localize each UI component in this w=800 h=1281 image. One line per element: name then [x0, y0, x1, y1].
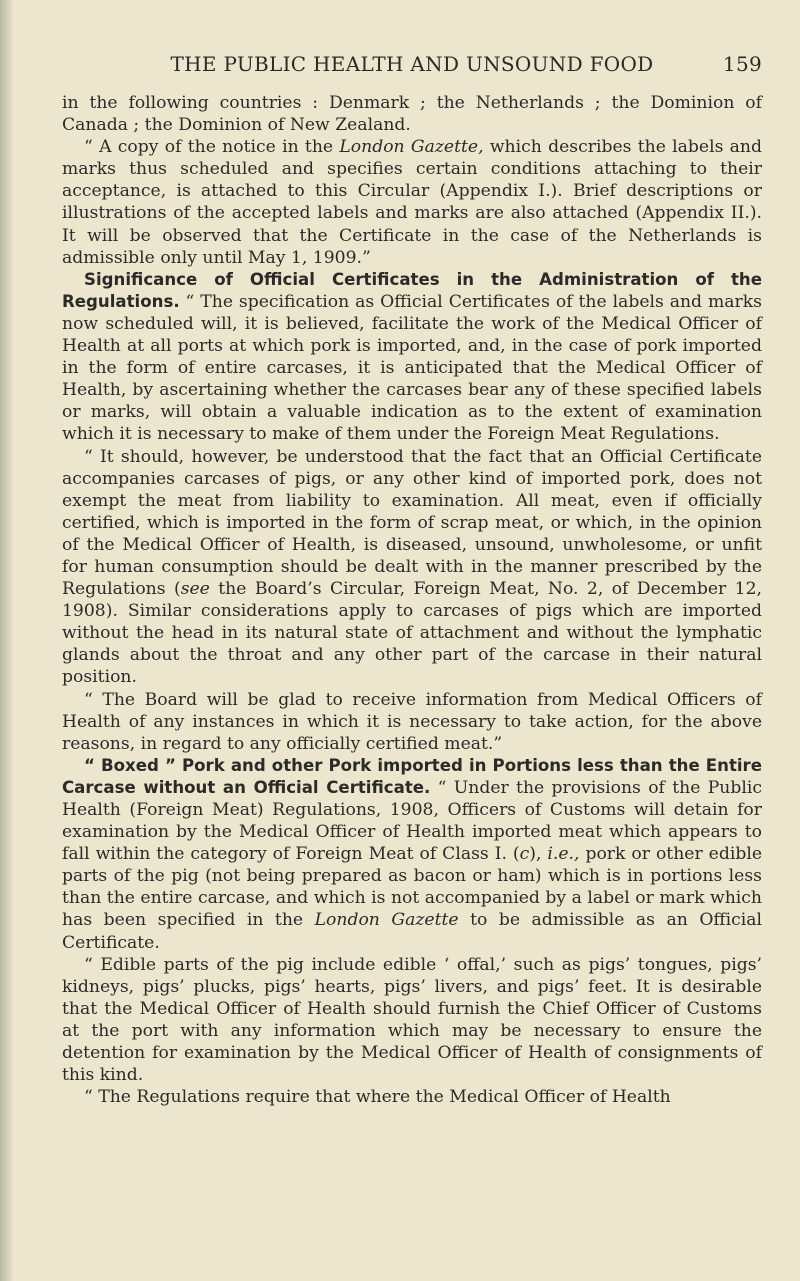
paragraph-8: “ The Regulations require that where the Medical Officer of Health [84, 1087, 671, 1108]
body-text [62, 92, 762, 1108]
paragraph-3: Significance of Official Certificates in the Administration of the Regulations. “ The specification as Official Certificates of the labels and marks now scheduled will, it is believed, facilitate the work of the Medical Officer of Health at all ports at which pork is imported, and, in the case of pork imported in the form of entire carcases, it is anticipated that the Medical Officer of Health, by ascertaining whether the carcases bear any of these specified labels or marks, will obtain a valuable indication as to the extent of examination which it is necessary to make of them under the Foreign Meat Regulations. [62, 269, 762, 445]
italic-title: London Gazette, [339, 137, 484, 158]
running-head [62, 52, 762, 92]
paragraph-2: “ A copy of the notice in the London Gazette, which describes the labels and marks thus scheduled and specifies certain conditions attaching to their acceptance, is attached to this Circular (Appendix I.). Brief descriptions or illustrations of the accepted labels and marks are also attached (Appendix II.). It will be observed that the Certificate in the case of the Netherlands is admissible only until May 1, 1909.” [62, 137, 762, 268]
paragraph-6: “ Boxed ” Pork and other Pork imported in Portions less than the Entire Carcase without an Official Certificate. “ Under the provisions of the Public Health (Foreign Meat) Regulations, 1908, Officers of Customs will detain for examination by the Medical Officer of Health imported meat which appears to fall within the category of Foreign Meat of Class I. (c), i.e., pork or other edible parts of the pig (not being prepared as bacon or ham) which is in portions less than the entire carcase, and which is not accompanied by a label or mark which has been specified in the London Gazette to be admissible as an Official Certificate. [62, 755, 763, 953]
section-heading-2: “ Boxed ” Pork and other Pork imported in Portions less than the Entire Carcase without an Official Certificate. [62, 755, 762, 797]
page-number: 159 [722, 52, 762, 76]
paragraph-1: in the following countries : Denmark ; the Netherlands ; the Dominion of Canada ; the Dominion of New Zealand. [62, 93, 762, 136]
book-page [62, 0, 762, 1108]
paragraph-5: “ The Board will be glad to receive information from Medical Officers of Health of any instances in which it is necessary to take action, for the above reasons, in regard to any officially certified meat.” [62, 689, 762, 754]
running-title: THE PUBLIC HEALTH AND UNSOUND FOOD [170, 52, 654, 76]
section-heading-1: Significance of Official Certificates in the Administration of the Regulations. [62, 269, 762, 311]
page-edge [0, 0, 14, 1281]
paragraph-7: “ Edible parts of the pig include edible ‘ offal,’ such as pigs’ tongues, pigs’ kidneys, pigs’ plucks, pigs’ hearts, pigs’ livers, and pigs’ feet. It is desirable that the Medical Officer of Health should furnish the Chief Officer of Customs at the port with any information which may be necessary to ensure the detention for examination by the Medical Officer of Health of consignments of this kind. [62, 954, 762, 1086]
paragraph-4: “ It should, however, be understood that the fact that an Official Certificate accompanies carcases of pigs, or any other kind of imported pork, does not exempt the meat from liability to examination. All meat, even if officially certified, which is imported in the form of scrap meat, or which, in the opinion of the Medical Officer of Health, is diseased, unsound, unwholesome, or unfit for human consumption should be dealt with in the manner prescribed by the Regulations (see the Board’s Circular, Foreign Meat, No. 2, of December 12, 1908). Similar considerations apply to carcases of pigs which are imported without the head in its natural state of attachment and without the lymphatic glands about the throat and any other part of the carcase in their natural position. [62, 446, 762, 688]
